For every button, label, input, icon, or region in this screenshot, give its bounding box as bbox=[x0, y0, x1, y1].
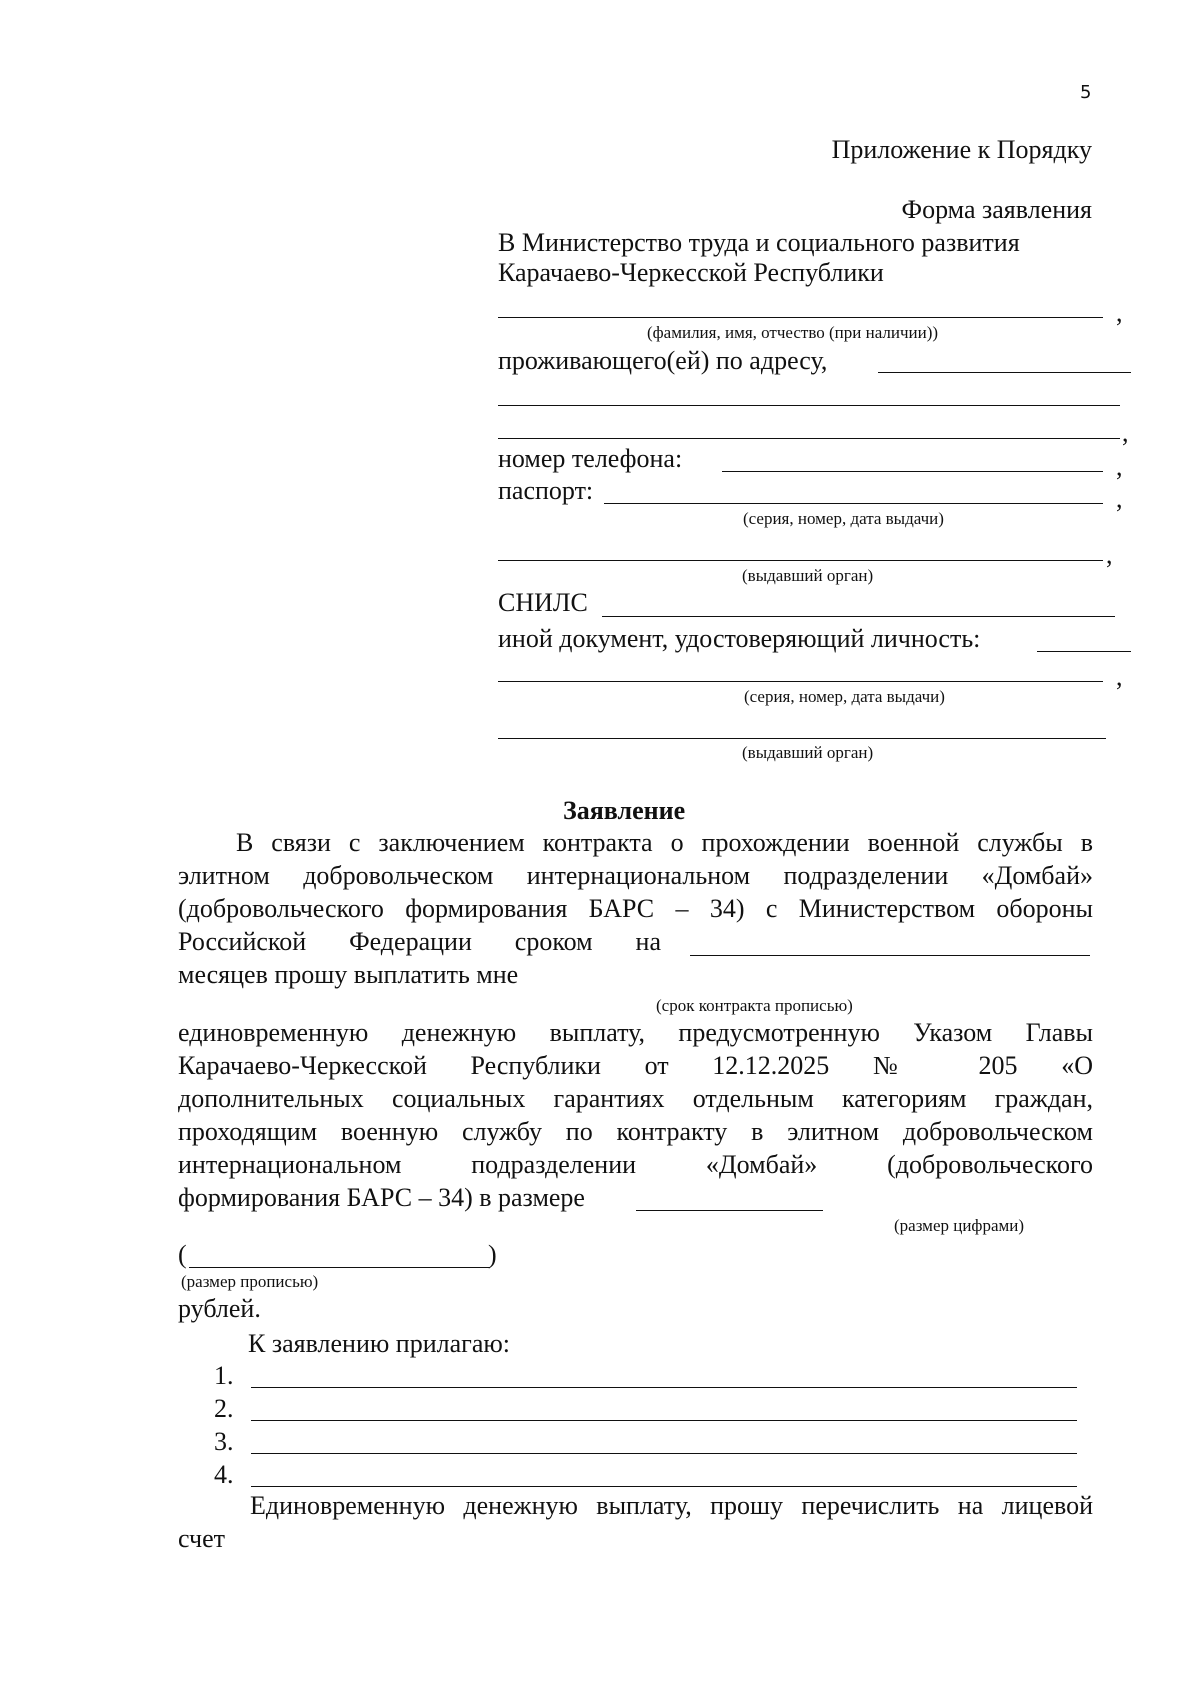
attachment-number-1: 1. bbox=[214, 1361, 234, 1390]
amount-words-line[interactable] bbox=[189, 1267, 490, 1268]
address-comma: , bbox=[1122, 418, 1129, 447]
other-doc-field-line-1[interactable] bbox=[1037, 651, 1131, 652]
contract-term-line[interactable] bbox=[690, 955, 1090, 956]
passport-issuer-line[interactable] bbox=[498, 560, 1103, 561]
other-doc-comma: , bbox=[1116, 662, 1123, 691]
passport-caption: (серия, номер, дата выдачи) bbox=[743, 509, 944, 528]
paren-close: ) bbox=[488, 1240, 497, 1269]
addressee-line-2: Карачаево-Черкесской Республики bbox=[498, 258, 884, 287]
fio-comma: , bbox=[1116, 298, 1123, 327]
fio-caption: (фамилия, имя, отчество (при наличии)) bbox=[647, 323, 939, 342]
paren-open: ( bbox=[178, 1240, 187, 1269]
statement-p2-line-6: формирования БАРС – 34) в размере bbox=[178, 1183, 585, 1212]
issuer-comma: , bbox=[1106, 540, 1113, 569]
other-doc-field-line-2[interactable] bbox=[498, 681, 1103, 682]
page-number: 5 bbox=[1080, 82, 1092, 103]
other-doc-label: иной документ, удостоверяющий личность: bbox=[498, 624, 981, 653]
addressee-line-1: В Министерство труда и социального развития bbox=[498, 228, 1020, 257]
statement-p2-line-4: проходящим военную службу по контракту в элитном добровольческом bbox=[178, 1117, 1093, 1146]
address-field-line-2[interactable] bbox=[498, 405, 1120, 406]
statement-p1-line-2: элитном добровольческом интернациональном подразделении «Домбай» bbox=[178, 861, 1093, 890]
snils-field-line[interactable] bbox=[602, 616, 1115, 617]
attachment-number-4: 4. bbox=[214, 1460, 234, 1489]
attachment-number-3: 3. bbox=[214, 1427, 234, 1456]
attachment-line-3[interactable] bbox=[251, 1453, 1077, 1454]
final-line-2: счет bbox=[178, 1524, 225, 1553]
attachment-line-2[interactable] bbox=[251, 1420, 1077, 1421]
statement-p2-line-3: дополнительных социальных гарантиях отдельным категориям граждан, bbox=[178, 1084, 1093, 1113]
attachment-line-4[interactable] bbox=[251, 1486, 1077, 1487]
attachment-line-1[interactable] bbox=[251, 1387, 1077, 1388]
statement-p2-line-5: интернациональном подразделении «Домбай» (добровольческого bbox=[178, 1150, 1093, 1179]
other-issuer-caption: (выдавший орган) bbox=[742, 743, 874, 762]
statement-p2-line-2: Карачаево-Черкесской Республики от 12.12.2025 № 205 «О bbox=[178, 1051, 1093, 1080]
address-field-line-1[interactable] bbox=[878, 372, 1131, 373]
final-line-1: Единовременную денежную выплату, прошу перечислить на лицевой bbox=[250, 1491, 1093, 1520]
statement-p1-line-1: В связи с заключением контракта о прохождении военной службы в bbox=[236, 828, 1093, 857]
form-title: Форма заявления bbox=[901, 195, 1092, 224]
attach-label: К заявлению прилагаю: bbox=[248, 1329, 511, 1358]
attachment-number-2: 2. bbox=[214, 1394, 234, 1423]
statement-title: Заявление bbox=[563, 796, 686, 825]
other-doc-caption: (серия, номер, дата выдачи) bbox=[744, 687, 945, 706]
statement-p2-line-1: единовременную денежную выплату, предусмотренную Указом Главы bbox=[178, 1018, 1093, 1047]
phone-field-line[interactable] bbox=[722, 471, 1103, 472]
other-issuer-line[interactable] bbox=[498, 738, 1106, 739]
address-label: проживающего(ей) по адресу, bbox=[498, 346, 828, 375]
passport-field-line[interactable] bbox=[604, 503, 1103, 504]
phone-label: номер телефона: bbox=[498, 444, 683, 473]
contract-term-caption: (срок контракта прописью) bbox=[656, 996, 853, 1015]
address-field-line-3[interactable] bbox=[498, 438, 1120, 439]
fio-field-line[interactable] bbox=[498, 317, 1103, 318]
statement-p1-line-5: месяцев прошу выплатить мне bbox=[178, 960, 519, 989]
amount-digits-line[interactable] bbox=[636, 1210, 823, 1211]
statement-p1-line-3: (добровольческого формирования БАРС – 34) с Министерством обороны bbox=[178, 894, 1093, 923]
amount-words-caption: (размер прописью) bbox=[181, 1272, 319, 1291]
snils-label: СНИЛС bbox=[498, 588, 588, 617]
rubles-label: рублей. bbox=[178, 1294, 261, 1323]
amount-digits-caption: (размер цифрами) bbox=[894, 1216, 1025, 1235]
passport-comma: , bbox=[1116, 484, 1123, 513]
passport-issuer-caption: (выдавший орган) bbox=[742, 566, 874, 585]
statement-p1-line-4: Российской Федерации сроком на bbox=[178, 927, 661, 956]
passport-label: паспорт: bbox=[498, 476, 594, 505]
appendix-label: Приложение к Порядку bbox=[831, 135, 1092, 164]
phone-comma: , bbox=[1116, 452, 1123, 481]
